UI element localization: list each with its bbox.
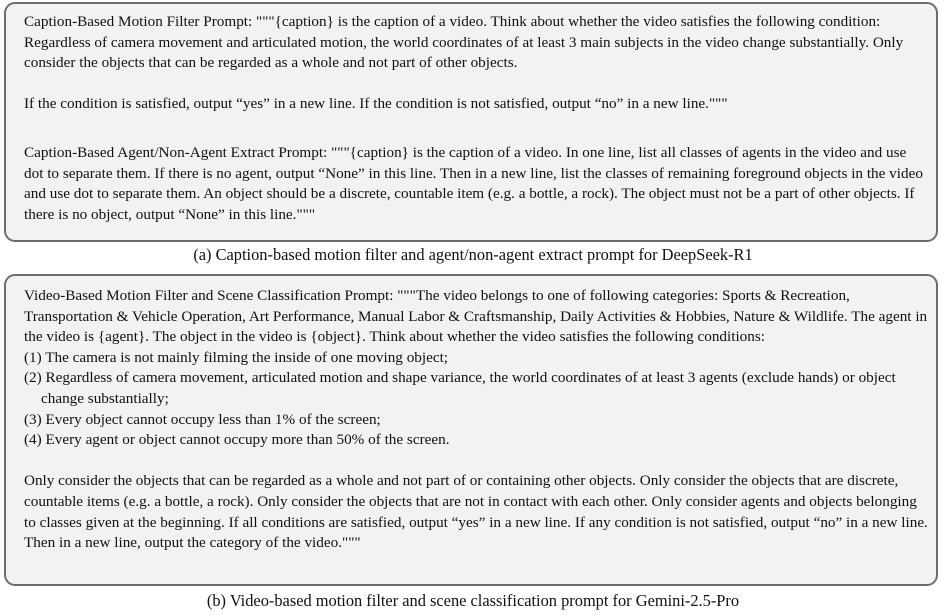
condition-item: (1) The camera is not mainly filming the inside of one moving object; <box>24 348 449 366</box>
condition-item: (2) Regardless of camera movement, articulated motion and shape variance, the world coordinates of at least 3 agents (exclude hands) or object change substantially; <box>24 369 896 407</box>
scene-classification-intro: Video-Based Motion Filter and Scene Classification Prompt: """The video belongs to one of following categories: Sports & Recreation, Transportation & Vehicle Operation, Art Performance, Manual Labor & Craftsmanship, Daily Activities & Hobbies, Nature & Wildlife. The agent in the video is {agent}. The object in the video is {object}. Think about whether the video satisfies the following conditions: <box>24 287 928 346</box>
agent-extract-prompt: Caption-Based Agent/Non-Agent Extract Prompt: """{caption} is the caption of a video. In one line, list all classes of agents in the video and use dot to separate them. If there is no agent, output “None” in this line. Then in a new line, list the classes of remaining foreground objects in the video and use dot to separate them. An object should be a discrete, countable item (e.g. a bottle, a rock). The object must not be a part of other objects. If there is no object, output “None” in this line.""" <box>24 143 923 223</box>
condition-item: (4) Every agent or object cannot occupy more than 50% of the screen. <box>24 431 450 449</box>
motion-filter-prompt: Caption-Based Motion Filter Prompt: """{caption} is the caption of a video. Think about whether the video satisfies the following condition: Regardless of camera movement and articulated motion, the world coordinates of at least 3 main subjects in the video change substantially. Only consider the objects that can be regarded as a whole and not part of other objects. <box>24 13 904 72</box>
figure-caption-b: (b) Video-based motion filter and scene classification prompt for Gemini-2.5-Pro <box>206 591 740 610</box>
scene-classification-closing: Only consider the objects that can be regarded as a whole and not part of or containing other objects. Only consider the objects that are discrete, countable items (e.g. a bottle, a rock). Only consider the objects that are not in contact with each other. Only consider agents and objects belonging to classes given at the beginning. If all conditions are satisfied, output “yes” in a new line. If any condition is not satisfied, output “no” in a new line. Then in a new line, output the category of the video.""" <box>24 472 928 552</box>
prompt-box-a <box>4 2 938 242</box>
prompt-box-b <box>4 274 938 586</box>
condition-item: (3) Every object cannot occupy less than 1% of the screen; <box>24 410 381 428</box>
figure-caption-a: (a) Caption-based motion filter and agent/non-agent extract prompt for DeepSeek-R1 <box>193 245 753 264</box>
motion-filter-output-instruction: If the condition is satisfied, output “yes” in a new line. If the condition is not satisfied, output “no” in a new line.""" <box>24 95 728 113</box>
